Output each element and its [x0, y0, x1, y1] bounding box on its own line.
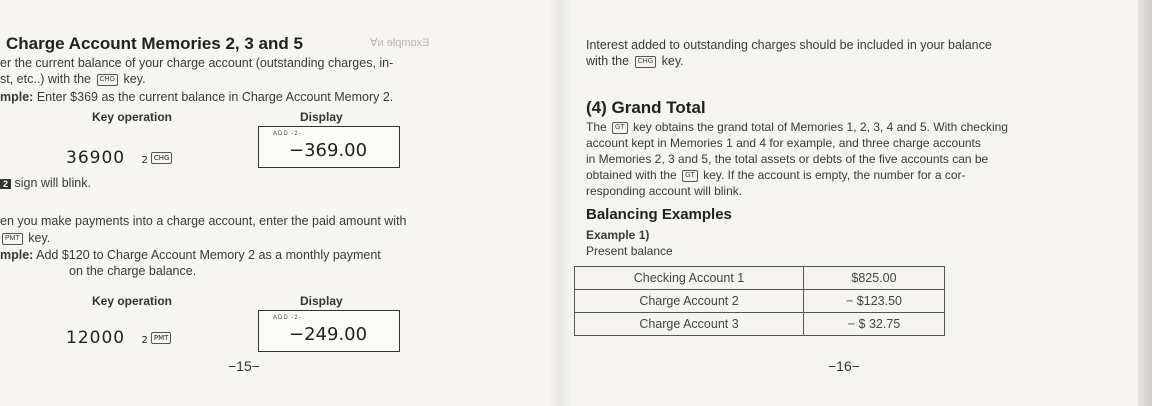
example-2-key-operation: [66, 328, 173, 348]
intro-line-2-end: key.: [123, 72, 146, 86]
payments-line-2: [0, 231, 50, 245]
chg-key-icon: CHG: [151, 152, 173, 164]
account-name: Checking Account 1: [575, 267, 804, 290]
blink-note-text: sign will blink.: [14, 176, 91, 190]
book-gutter: [548, 0, 572, 406]
interest-line-2: [586, 54, 684, 68]
gt-line-1: [586, 120, 1008, 134]
ex2-key-mem: 2: [141, 335, 149, 346]
display-value: −369.00: [289, 140, 368, 161]
intro-line-1: er the current balance of your charge account (outstanding charges, in-: [0, 56, 394, 70]
page-number-16: −16−: [828, 358, 860, 374]
gt-line-3: in Memories 2, 3 and 5, the total assets or debts of the five accounts can be: [586, 152, 989, 166]
example-1-display: [258, 126, 400, 168]
chg-key-icon: CHG: [97, 74, 119, 86]
display-indicator: ADD -2-: [273, 315, 302, 321]
balance-table: [574, 266, 945, 336]
ex2-keys: 12000: [66, 328, 126, 348]
account-amount: − $ 32.75: [804, 313, 945, 336]
memory-2-sign-icon: 2: [0, 179, 11, 189]
gt-line-4-b: key. If the account is empty, the number for a cor-: [703, 168, 966, 182]
gt-line-2: account kept in Memories 1 and 4 for example, and three charge accounts: [586, 136, 981, 150]
display-value: −249.00: [289, 324, 368, 345]
intro-line-2-text: st, etc..) with the: [0, 72, 92, 86]
account-amount: $825.00: [804, 267, 945, 290]
pmt-key-icon: PMT: [2, 233, 23, 245]
display-header: Display: [300, 110, 343, 124]
page-edge: [1138, 0, 1152, 406]
payments-line-2-end: key.: [28, 231, 51, 245]
page-number-15: −15−: [228, 358, 260, 374]
intro-line-2: [0, 72, 146, 86]
bleed-through-text: Ɐᴎ ɘlqmɒxƎ: [370, 37, 430, 49]
example-2-text: Add $120 to Charge Account Memory 2 as a monthly payment: [36, 248, 381, 262]
right-page: [560, 0, 1152, 406]
example-2: [0, 248, 381, 262]
payments-line-1: en you make payments into a charge account, enter the paid amount with: [0, 214, 407, 228]
present-balance-label: Present balance: [586, 244, 673, 258]
gt-line-4-a: obtained with the: [586, 168, 677, 182]
key-operation-header: Key operation: [92, 110, 173, 124]
section-title-charge-memories: Charge Account Memories 2, 3 and 5: [6, 34, 303, 53]
example-1-label: mple:: [0, 90, 34, 104]
key-operation-header-2: Key operation: [92, 294, 173, 308]
account-name: Charge Account 2: [575, 290, 804, 313]
gt-key-icon: GT: [612, 122, 628, 134]
table-row: [575, 313, 945, 336]
table-row: [575, 290, 945, 313]
ex1-key-mem: 2: [141, 155, 149, 166]
gt-key-icon: GT: [682, 170, 698, 182]
gt-line-1-a: The: [586, 120, 607, 134]
interest-line-2-text: with the: [586, 54, 630, 68]
ex1-keys: 36900: [66, 148, 126, 168]
example-1-key-operation: [66, 148, 174, 168]
gt-line-4: [586, 168, 966, 182]
interest-line-1: Interest added to outstanding charges should be included in your balance: [586, 38, 992, 52]
account-name: Charge Account 3: [575, 313, 804, 336]
chg-key-icon: CHG: [635, 56, 657, 68]
gt-line-1-b: key obtains the grand total of Memories 1, 2, 3, 4 and 5. With checking: [633, 120, 1008, 134]
left-page: [0, 0, 560, 406]
table-row: [575, 267, 945, 290]
pmt-key-icon: PMT: [151, 332, 172, 344]
account-amount: − $123.50: [804, 290, 945, 313]
balancing-examples-title: Balancing Examples: [586, 206, 732, 223]
interest-line-2-end: key.: [661, 54, 684, 68]
section-title-grand-total: (4) Grand Total: [586, 98, 706, 117]
example-1-label: Example 1): [586, 228, 650, 242]
gt-line-5: responding account will blink.: [586, 184, 743, 198]
example-2-display: [258, 310, 400, 352]
blink-note: [0, 176, 91, 190]
example-1-text: Enter $369 as the current balance in Charge Account Memory 2.: [36, 90, 394, 104]
example-1: [0, 90, 393, 104]
display-indicator: ADD -2-: [273, 131, 302, 137]
example-2-label: mple:: [0, 248, 34, 262]
example-2-text-2: on the charge balance.: [69, 264, 197, 278]
display-header-2: Display: [300, 294, 343, 308]
